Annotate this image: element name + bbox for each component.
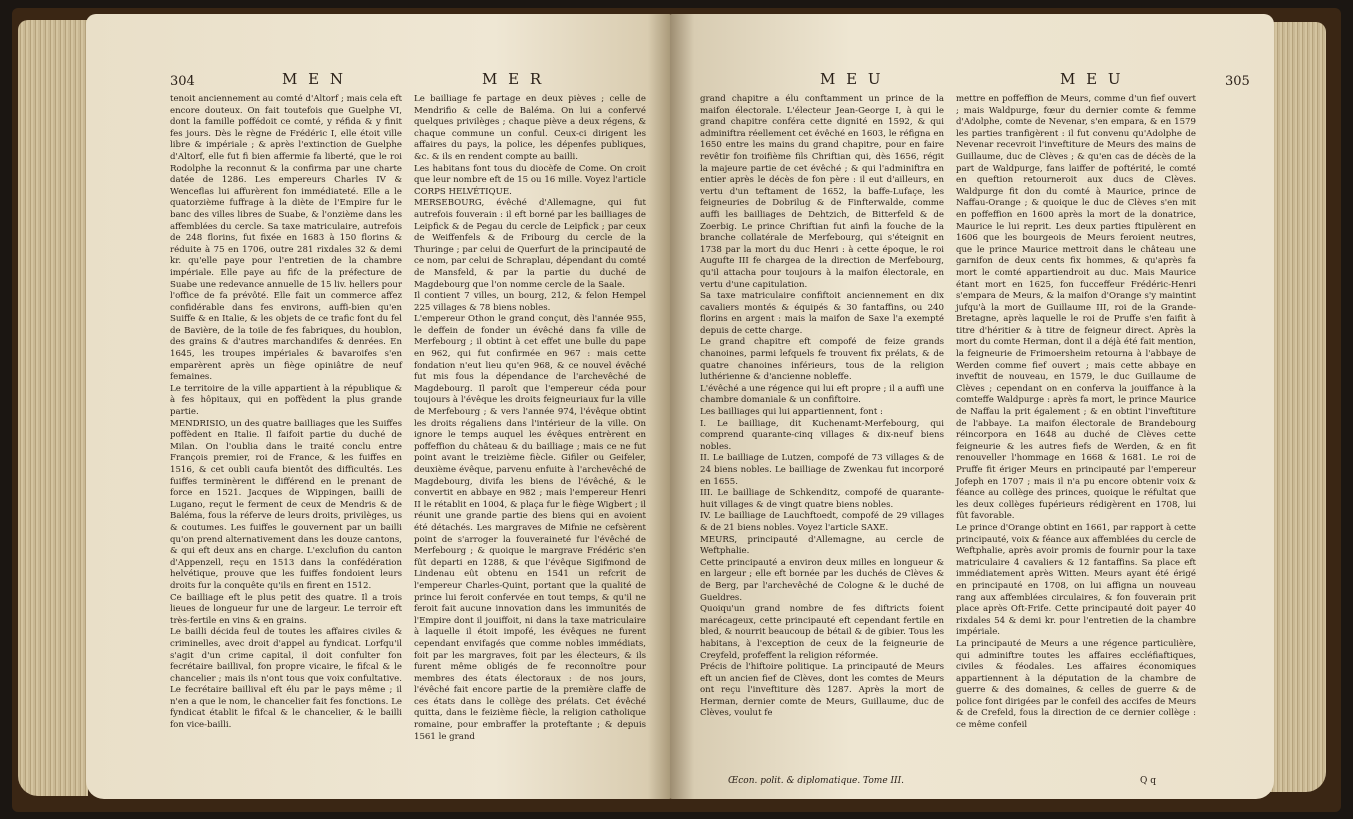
right-page [670,14,1274,799]
signature-mark: Q q [1140,776,1157,786]
page-number: 304 [170,74,195,89]
running-header-left: M E U [820,70,884,88]
page-number: 305 [1225,74,1250,89]
running-header-right: M E U [1060,70,1124,88]
page-footer: Œcon. polit. & diplomatique. Tome III. [728,776,905,786]
text-column-1: grand chapitre a élu conftamment un prince de la maifon électorale. L'électeur Jean-George I, à qui le grand chapitre conféra cette dignité en 1592, & qui adminiftra réellement cet évêché en 1603, le réfigna en 1650 entre les mains du grand chapitre, pour en faire revêtir fon troifième fils Chriftian qui, dès 1656, régit la majeure partie de cet évêché ; & qui l'adminiftra en entier après le décès de fon père : il eut d'ailleurs, en vertu d'un teftament de 1652, la baffe-Lufaçe, les feigneuries de Dobrilug & de Finfterwalde, comme auffi les bailliages de Dehtzich, de Bitterfeld & de Zoerbig. Le prince Chriftian fut ainfi la fouche de la branche collatérale de Merfebourg, qui s'éteignit en 1738 par la mort du duc Henri : à cette époque, le roi Augufte III fe chargea de la direction de Merfebourg, qu'il attacha pour toujours à la maifon électorale, en vertu d'une capitulation. Sa taxe matriculaire confiftoit anciennement en dix cavaliers montés & équipés & 30 fantaffins, ou 240 florins en argent : mais la maifon de Saxe l'a exempté depuis de cette charge. Le grand chapitre eft compofé de feize grands chanoines, parmi lefquels fe trouvent fix prélats, & de quatre chanoines inférieurs, tous de la religion luthérienne & d'ancienne nobleffe. L'évêché a une régence qui lui eft propre ; il a auffi une chambre domaniale & un confiftoire. Les bailliages qui lui appartiennent, font : I. Le bailliage, dit Kuchenamt-Merfebourg, qui comprend quarante-cinq villages & dix-neuf biens nobles. II. Le bailliage de Lutzen, compofé de 73 villages & de 24 biens nobles. Le bailliage de Zwenkau fut incorporé en 1655. III. Le bailliage de Schkenditz, compofé de quarante-huit villages & de vingt quatre biens nobles. IV. Le bailliage de Lauchftoedt, compofé de 29 villages & de 21 biens nobles. Voyez l'article SAXE. MEURS, principauté d'Allemagne, au cercle de Weftphalie. Cette principauté a environ deux milles en longueur & en largeur ; elle eft bornée par les duchés de Clèves & de Berg, par l'archevêché de Cologne & le duché de Gueldres. Quoiqu'un grand nombre de fes diftricts foient marécageux, cette principauté eft cependant fertile en bled, & nourrit beaucoup de bétail & de gibier. Tous les habitans, à l'exception de ceux de la feigneurie de Creyfeld, profeffent la religion réformée. Précis de l'hiftoire politique. La principauté de Meurs eft un ancien fief de Clèves, dont les comtes de Meurs ont reçu l'inveftiture dès 1287. Après la mort de Herman, dernier comte de Meurs, Guillaume, duc de Clèves, voulut fe [700,94,944,719]
page-edges-left [18,20,88,796]
text-column-2: Le bailliage fe partage en deux pièves ; celle de Mendrifio & celle de Baléma. On lui a confervé quelques privilèges ; chaque piève a deux régens, & chaque commune un conful. Ceux-ci dirigent les affaires du pays, la police, les dépenfes publiques, &c. & ils en rendent compte au bailli. Les habitans font tous du diocèfe de Come. On croit que leur nombre eft de 15 ou 16 mille. Voyez l'article CORPS HELVÉTIQUE. MERSEBOURG, évêché d'Allemagne, qui fut autrefois fouverain : il eft borné par les bailliages de Leipfick & de Pegau du cercle de Leipfick ; par ceux de Weiffenfels & de Fribourg du cercle de la Thuringe ; par celui de Querfurt de la principauté de ce nom, par celui de Schraplau, dépendant du comté de Mansfeld, & par la partie du duché de Magdebourg que l'on nomme cercle de la Saale. Il contient 7 villes, un bourg, 212, & felon Hempel 225 villages & 78 biens nobles. L'empereur Othon le grand conçut, dès l'année 955, le deffein de fonder un évêché dans fa ville de Merfebourg ; il obtint à cet effet une bulle du pape en 962, qui fut confirmée en 967 : mais cette fondation n'eut lieu qu'en 968, & ce nouvel évêché fut mis fous la dépendance de l'archevêché de Magdebourg. Il paroît que l'empereur céda pour toujours à l'évêque les droits feigneuriaux fur la ville de Merfebourg ; & vers l'année 974, l'évêque obtint les droits régaliens dans l'intérieur de la ville. On ignore le temps auquel les évêques entrèrent en poffeffion du château & du bailliage ; mais ce ne fut point avant le treizième fiècle. Gifiler ou Geifeler, deuxième évêque, parvenu enfuite à l'archevêché de Magdebourg, divifa les biens de l'évêché, & le convertit en abbaye en 982 ; mais l'empereur Henri II le rétablit en 1004, & plaça fur le fiège Wigbert ; il réunit une grande partie des biens qui en avoient été détachés. Les margraves de Mifnie ne cefsèrent point de s'arroger la fouveraineté fur l'évêché de Merfebourg ; & quoique le margrave Frédéric s'en fût departi en 1288, & que l'évêque Sigifmond de Lindenau eût obtenu en 1541 un refcrit de l'empereur Charles-Quint, portant que la qualité de prince lui feroit confervée en tout temps, & qu'il ne feroit fait aucune innovation dans les immunités de l'Empire dont il jouiffoit, ni dans la taxe matriculaire à laquelle il étoit impofé, les évêques ne furent cependant envifagés que comme nobles immédiats, foit par les margraves, foit par les électeurs, & ils furent même obligés de fe reconnoître pour membres des états électoraux : de nos jours, l'évêché fait encore partie de la première claffe de ces états dans le collège des prélats. Cet évêché quitta, dans le feizième fiècle, la religion catholique romaine, pour embraffer la proteftante ; & depuis 1561 le grand [414,94,646,742]
running-header-right: M E R [482,70,545,88]
text-column-1: tenoit anciennement au comté d'Altorf ; mais cela eft encore douteux. On fait toutefois que Guelphe VI, dont la famille poffédoit ce comté, y réfida & y finit fes jours. Dès le règne de Frédéric I, elle étoit ville libre & impériale ; & après l'extinction de Guelphe d'Altorf, elle fut fi bien affermie fa liberté, que le roi Rodolphe la reconnut & la confirma par une charte datée de 1286. Les empereurs Charles IV & Wenceflas lui affurèrent fon immédiateté. Elle a le quatorzième fuffrage à la diète de l'Empire fur le banc des villes libres de Suabe, & l'onzième dans les affemblées du cercle. Sa taxe matriculaire, autrefois de 248 florins, fut fixée en 1683 à 150 florins & réduite à 75 en 1706, outre 281 rixdales 32 & demi kr. qu'elle paye pour l'entretien de la chambre impériale. Elle paye au fifc de la préfecture de Suabe une redevance annuelle de 15 liv. hellers pour l'office de fa prévôté. Elle fait un commerce affez confidérable dans fes environs, auffi-bien qu'en Suiffe & en Italie, & les objets de ce trafic font du fel de Bavière, de la toile de fes fabriques, du houblon, des grains & d'autres marchandifes & denrées. En 1645, les troupes impériales & bavaroifes s'en emparèrent après un fiège opiniâtre de neuf femaines. Le territoire de la ville appartient à la république & à fes hôpitaux, qui en poffèdent la plus grande partie. MENDRISIO, un des quatre bailliages que les Suiffes poffèdent en Italie. Il faifoit partie du duché de Milan. On l'oublia dans le traité conclu entre François premier, roi de France, & les fuiffes en 1516, & cet oubli caufa bientôt des difficultés. Les fuiffes terminèrent le différend en le prenant de force en 1521. Jacques de Wippingen, bailli de Lugano, reçut le ferment de ceux de Mendris & de Baléma, fous la réferve de leurs droits, privilèges, us & coutumes. Les fuiffes le gouvernent par un bailli qu'on prend alternativement dans les douze cantons, & qui eft deux ans en charge. L'exclufion du canton d'Appenzell, reçu en 1513 dans la confédération helvétique, prouve que les fuiffes fondoient leurs droits fur la conquête qu'ils en firent en 1512. Ce bailliage eft le plus petit des quatre. Il a trois lieues de longueur fur une de largeur. Le terroir eft très-fertile en vins & en grains. Le bailli décida feul de toutes les affaires civiles & criminelles, avec droit d'appel au fyndicat. Lorfqu'il s'agit d'un crime capital, il doit confulter fon fecrétaire baillival, fon propre vicaire, le fifcal & le chancelier ; mais ils n'ont tous que voix confultative. Le fecrétaire baillival eft élu par le pays même ; il n'en a que le nom, le chancelier fait fes fonctions. Le fyndicat établit le fifcal & le chancelier, & le bailli fon vice-bailli. [170,94,402,731]
running-header-left: M E N [282,70,346,88]
left-page [86,14,671,799]
text-column-2: mettre en poffeffion de Meurs, comme d'un fief ouvert ; mais Waldpurge, fœur du dernier comte & femme d'Adolphe, comte de Nevenar, s'en empara, & en 1579 les parties tranfigèrent : il fut convenu qu'Adolphe de Nevenar recevroit l'inveftiture de Meurs des mains de Guillaume, duc de Clèves ; & qu'en cas de décès de la part de Waldpurge, fans laiffer de poftérité, le comté en queftion retourneroit aux ducs de Clèves. Waldpurge fit don du comté à Maurice, prince de Naffau-Orange ; & quoique le duc de Clèves s'en mit en poffeffion en 1600 après la mort de la donatrice, Maurice le lui reprit. Les deux parties ftipulèrent en 1606 que les bourgeois de Meurs feroient neutres, que le prince Maurice mettroit dans le château une garnifon de deux cents fix hommes, & qu'après fa mort le comté appartiendroit au duc. Mais Maurice étant mort en 1625, fon fucceffeur Frédéric-Henri s'empara de Meurs, & la maifon d'Orange s'y maintint jufqu'à la mort de Guillaume III, roi de la Grande-Bretagne, après laquelle le roi de Pruffe s'en faifit à titre d'héritier & à titre de feigneur direct. Après la mort du comte Herman, dont il a déjà été fait mention, la feigneurie de Frimoersheim retourna à l'abbaye de Werden comme fief ouvert ; mais cette abbaye en inveftit de nouveau, en 1579, le duc Guillaume de Clèves ; cependant on en conferva la jouiffance à la comteffe Waldpurge : après fa mort, le prince Maurice de Naffau la prit également ; & en obtint l'inveftiture de l'abbaye. La maifon électorale de Brandebourg réincorpora en 1648 au duché de Clèves cette feigneurie & les autres fiefs de Werden, & en fit renouveller l'hommage en 1668 & 1681. Le roi de Pruffe fit ériger Meurs en principauté par l'empereur Jofeph en 1707 ; mais il n'a pu encore obtenir voix & féance au collège des princes, quoique le réfultat que les deux collèges fupérieurs rédigèrent en 1708, lui fût favorable. Le prince d'Orange obtint en 1661, par rapport à cette principauté, voix & féance aux affemblées du cercle de Weftphalie, après avoir promis de fournir pour la taxe matriculaire 4 cavaliers & 12 fantaffins. Sa place eft immédiatement après Witten. Meurs ayant été érigé en principauté en 1708, on lui affigna un nouveau rang aux affemblées circulaires, & fon fouverain prit place après Oft-Frife. Cette principauté doit payer 40 rixdales 54 & demi kr. pour l'entretien de la chambre impériale. La principauté de Meurs a une régence particulière, qui adminiftre toutes les affaires eccléfiaftiques, civiles & féodales. Les affaires économiques appartiennent à la députation de la chambre de guerre & des domaines, & celles de guerre & de police font dirigées par le confeil des accifes de Meurs & de Crefeld, fous la direction de ce dernier collège : ce même confeil [956,94,1196,731]
page-edges-right [1270,22,1326,792]
